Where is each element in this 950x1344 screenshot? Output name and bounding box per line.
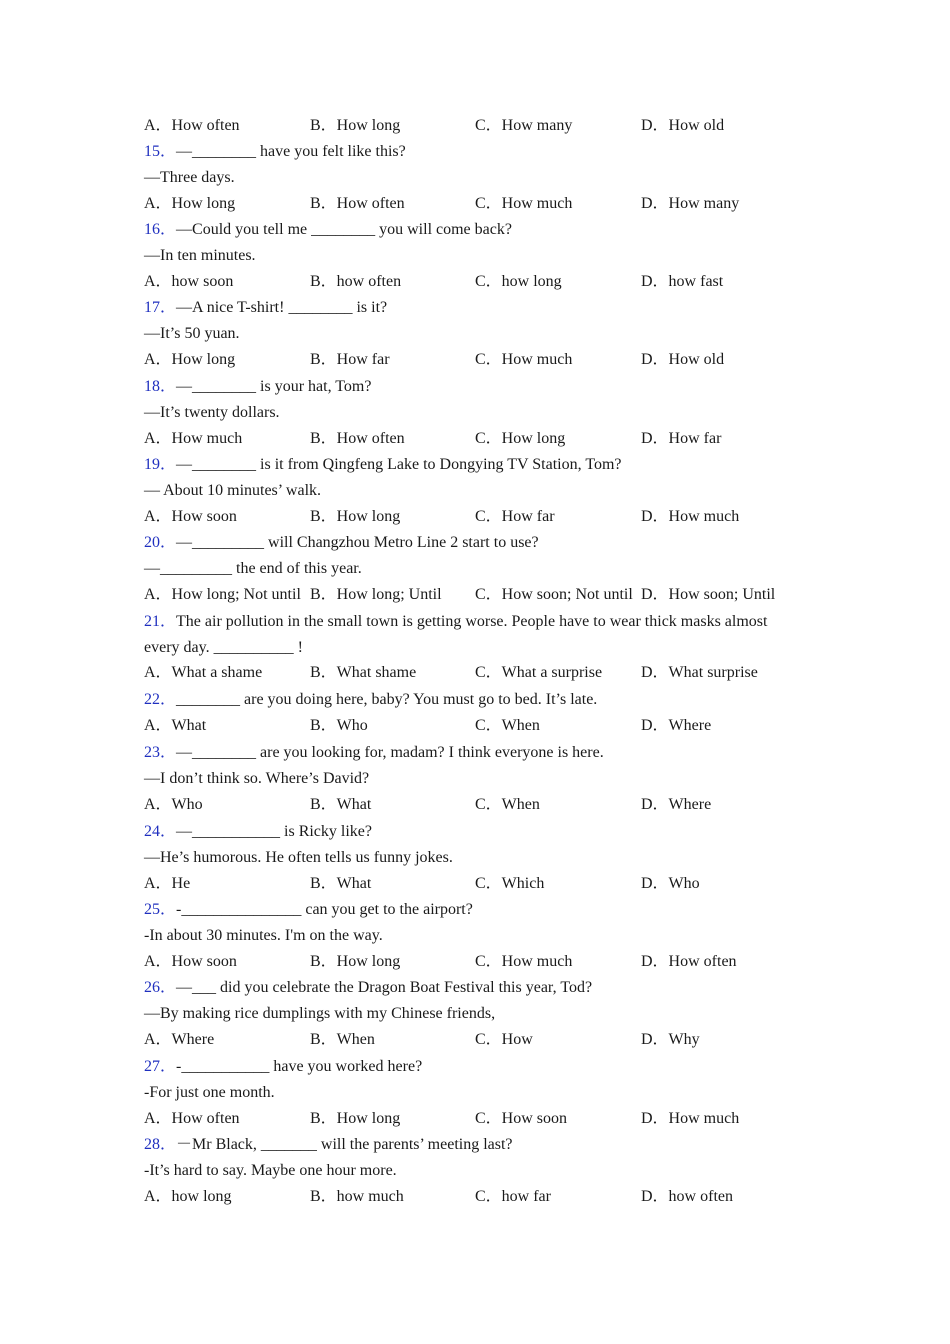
- option-a: A．He: [144, 875, 191, 892]
- option-d: D．How often: [641, 953, 737, 970]
- option-d: D．how often: [641, 1188, 733, 1205]
- question-stem: [144, 377, 371, 397]
- option-b: B．How often: [310, 430, 405, 447]
- question-stem: [144, 220, 512, 240]
- option-b: B．How long: [310, 1110, 401, 1127]
- question-answer: -It’s hard to say. Maybe one hour more.: [144, 1162, 397, 1179]
- question-answer: —Three days.: [144, 169, 235, 186]
- question-stem: [144, 978, 592, 998]
- options-row: [144, 795, 824, 815]
- option-a: A．Where: [144, 1031, 215, 1048]
- question-text: The air pollution in the small town is getting worse. People have to wear thick masks almost every day. __________ !: [144, 613, 768, 656]
- option-a: A．What a shame: [144, 664, 263, 681]
- option-d: D．Why: [641, 1031, 700, 1048]
- option-c: C．Which: [475, 875, 545, 892]
- option-d: D．Where: [641, 717, 712, 734]
- question-text: —___ did you celebrate the Dragon Boat Festival this year, Tod?: [176, 979, 593, 996]
- question-answer: —It’s twenty dollars.: [144, 404, 280, 421]
- question-text: ________ are you doing here, baby? You must go to bed. It’s late.: [176, 691, 598, 708]
- option-a: A．How long; Not until: [144, 586, 301, 603]
- option-a: A．What: [144, 717, 207, 734]
- question-stem: [144, 533, 539, 553]
- option-b: B．How long: [310, 508, 401, 525]
- question-text: —________ is your hat, Tom?: [176, 378, 372, 395]
- question-number: 16．: [144, 221, 177, 238]
- option-d: D．How soon; Until: [641, 586, 776, 603]
- question-stem: [144, 900, 473, 920]
- options-row: [144, 1030, 824, 1050]
- option-d: D．How much: [641, 1110, 740, 1127]
- question-stem: [144, 1057, 422, 1077]
- question-answer: —_________ the end of this year.: [144, 560, 362, 577]
- question-stem: [144, 743, 604, 763]
- option-a: A．Who: [144, 796, 203, 813]
- options-row: [144, 116, 824, 136]
- question-answer: -For just one month.: [144, 1084, 275, 1101]
- option-c: C．How soon: [475, 1110, 568, 1127]
- options-row: [144, 1109, 824, 1129]
- option-c: C．When: [475, 796, 540, 813]
- question-text: —_________ will Changzhou Metro Line 2 start to use?: [176, 534, 539, 551]
- question-answer: —In ten minutes.: [144, 247, 256, 264]
- question-text: —________ is it from Qingfeng Lake to Dongying TV Station, Tom?: [176, 456, 622, 473]
- option-d: D．How far: [641, 430, 722, 447]
- option-b: B．How long: [310, 117, 401, 134]
- option-b: B．How long: [310, 953, 401, 970]
- option-a: A．how soon: [144, 273, 234, 290]
- option-b: B．What: [310, 796, 372, 813]
- options-row: [144, 585, 824, 605]
- options-row: [144, 716, 824, 736]
- option-a: A．how long: [144, 1188, 232, 1205]
- option-c: C．How much: [475, 195, 573, 212]
- option-d: D．How old: [641, 351, 725, 368]
- question-text: —________ have you felt like this?: [176, 143, 406, 160]
- question-number: 17．: [144, 299, 177, 316]
- option-d: D．Where: [641, 796, 712, 813]
- question-number: 22．: [144, 691, 177, 708]
- option-c: C．How long: [475, 430, 566, 447]
- options-row: [144, 1187, 824, 1207]
- option-a: A．How often: [144, 117, 240, 134]
- option-b: B．What shame: [310, 664, 417, 681]
- question-stem: [144, 142, 406, 162]
- question-answer: —I don’t think so. Where’s David?: [144, 770, 370, 787]
- options-row: [144, 429, 824, 449]
- question-number: 25．: [144, 901, 177, 918]
- question-stem: [144, 609, 806, 661]
- question-stem: [144, 1135, 513, 1155]
- question-stem: [144, 298, 387, 318]
- question-text: －Mr Black, _______ will the parents’ meeting last?: [176, 1136, 513, 1153]
- question-text: -___________ have you worked here?: [176, 1058, 423, 1075]
- question-text: -_______________ can you get to the airport?: [176, 901, 473, 918]
- question-stem: [144, 690, 597, 710]
- options-row: [144, 507, 824, 527]
- option-a: A．How often: [144, 1110, 240, 1127]
- question-text: —A nice T-shirt! ________ is it?: [176, 299, 388, 316]
- question-answer: — About 10 minutes’ walk.: [144, 482, 322, 499]
- options-row: [144, 663, 824, 683]
- question-number: 15．: [144, 143, 177, 160]
- question-number: 26．: [144, 979, 177, 996]
- option-a: A．How much: [144, 430, 243, 447]
- options-row: [144, 874, 824, 894]
- question-number: 23．: [144, 744, 177, 761]
- option-c: C．How much: [475, 351, 573, 368]
- question-answer: —He’s humorous. He often tells us funny jokes.: [144, 849, 453, 866]
- option-d: D．How many: [641, 195, 740, 212]
- option-c: C．What a surprise: [475, 664, 603, 681]
- option-d: D．how fast: [641, 273, 724, 290]
- option-c: C．how long: [475, 273, 562, 290]
- question-stem: [144, 455, 622, 475]
- question-number: 28．: [144, 1136, 177, 1153]
- option-a: A．How long: [144, 351, 236, 368]
- question-number: 21．: [144, 613, 177, 630]
- options-row: [144, 350, 824, 370]
- option-b: B．How far: [310, 351, 390, 368]
- option-c: C．How far: [475, 508, 555, 525]
- option-d: D．What surprise: [641, 664, 758, 681]
- option-b: B．how much: [310, 1188, 404, 1205]
- option-b: B．Who: [310, 717, 368, 734]
- question-answer: —It’s 50 yuan.: [144, 325, 240, 342]
- question-stem: [144, 822, 372, 842]
- option-b: B．How long; Until: [310, 586, 442, 603]
- question-text: —Could you tell me ________ you will come back?: [176, 221, 512, 238]
- option-b: B．How often: [310, 195, 405, 212]
- question-text: —________ are you looking for, madam? I think everyone is here.: [176, 744, 604, 761]
- option-c: C．When: [475, 717, 540, 734]
- option-b: B．how often: [310, 273, 402, 290]
- option-d: D．Who: [641, 875, 700, 892]
- option-a: A．How soon: [144, 508, 237, 525]
- option-c: C．How soon; Not until: [475, 586, 633, 603]
- question-number: 27．: [144, 1058, 177, 1075]
- question-answer: —By making rice dumplings with my Chinese friends,: [144, 1005, 496, 1022]
- options-row: [144, 194, 824, 214]
- option-d: D．How much: [641, 508, 740, 525]
- question-number: 20．: [144, 534, 177, 551]
- question-answer: -In about 30 minutes. I'm on the way.: [144, 927, 383, 944]
- question-number: 24．: [144, 823, 177, 840]
- question-text: —___________ is Ricky like?: [176, 823, 372, 840]
- options-row: [144, 272, 824, 292]
- option-b: B．What: [310, 875, 372, 892]
- option-c: C．How much: [475, 953, 573, 970]
- question-number: 19．: [144, 456, 177, 473]
- option-c: C．How many: [475, 117, 573, 134]
- option-c: C．how far: [475, 1188, 551, 1205]
- option-a: A．How soon: [144, 953, 237, 970]
- question-number: 18．: [144, 378, 177, 395]
- options-row: [144, 952, 824, 972]
- option-a: A．How long: [144, 195, 236, 212]
- option-b: B．When: [310, 1031, 375, 1048]
- option-d: D．How old: [641, 117, 725, 134]
- option-c: C．How: [475, 1031, 533, 1048]
